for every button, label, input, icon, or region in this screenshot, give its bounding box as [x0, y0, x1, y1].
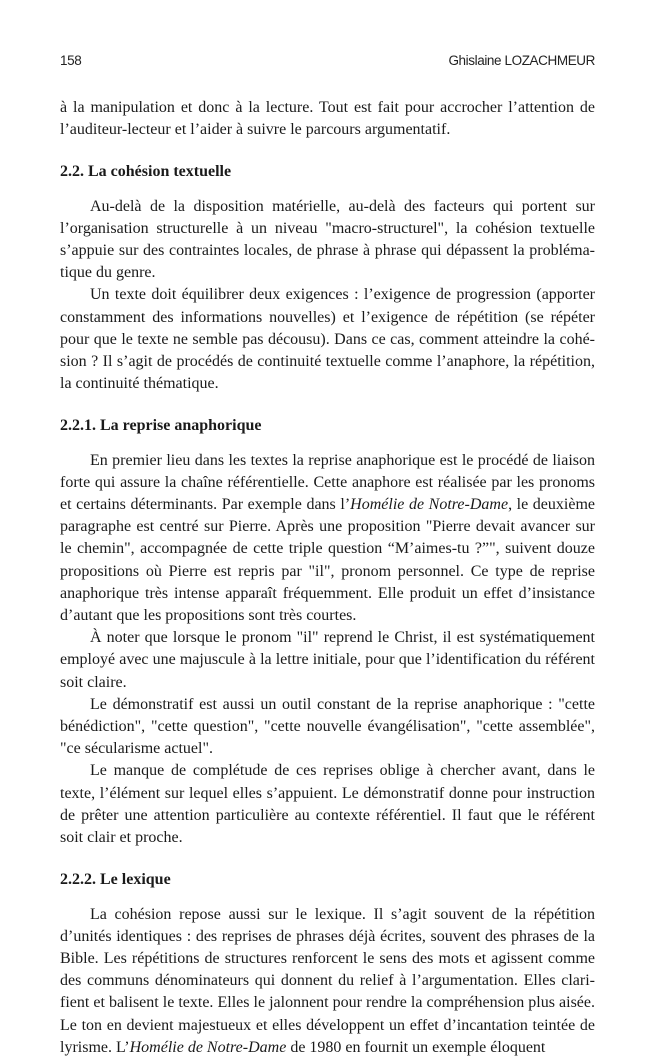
work-title: Homélie de Notre-Dame — [129, 1038, 287, 1056]
section-heading-2-2-2: 2.2.2. Le lexique — [60, 871, 171, 889]
author-name: Ghislaine LOZACHMEUR — [448, 53, 595, 68]
paragraph: Le démonstratif est aussi un outil constant de la reprise anaphorique : "cette bénédiction", "cette question", "cette nouvelle évangélisation", "cette assemblée", "ce sécularisme actuel". — [60, 695, 595, 758]
text-run: de 1980 en fournit un exemple éloquent — [286, 1038, 546, 1056]
text-run: , le deuxième paragraphe est centré sur Pierre. Après une proposition "Pierre devait avancer sur le chemin", accompagnée de cette triple question “M’aimes-tu ?”", suivent douze propositions où Pierre est repris par "il", pronom personnel. Ce type de reprise anaphorique très intense apparaît fréquemment. Elle produit un effet d’insistance d’autant que les propositions sont très courtes. — [60, 496, 596, 625]
spacer — [60, 184, 595, 196]
spacer — [60, 438, 595, 450]
running-head — [60, 53, 595, 68]
section-heading-2-2-1: 2.2.1. La reprise anaphorique — [60, 417, 262, 435]
paragraph — [60, 450, 595, 628]
text-run: En premier lieu dans les textes la reprise anaphorique est le procédé de liaison forte qui assure la chaîne référentielle. Cette anaphore est réalisée par les pronoms et certains déterminants. Par exemple dans l’ — [60, 451, 595, 514]
paragraph: Un texte doit équilibrer deux exigences : l’exigence de progression (apporter constamment des informations nouvelles) et l’exigence de répétition (se répéter pour que le texte ne semble pas décousu). Dans ce cas, comment atteindre la cohé-sion ? Il s’agit de procédés de continuité textuelle comme l’anaphore, la répétition, la continuité thématique. — [60, 286, 595, 393]
text-run: La cohésion repose aussi sur le lexique. Il s’agit souvent de la répétition d’unités identiques : des reprises de phrases déjà écrites, souvent des phrases de la Bible. Les répétitions de structures renforcent le sens des mots et agissent comme des communs dénominateurs qui donnent du relief à l’argumentation. Elles clari-fient et balisent le texte. Elles le jalonnent pour rendre la compréhension plus aisée. Le ton en devient majestueux et elles développent un effet d’incantation teintée de lyrisme. L’ — [60, 905, 595, 1056]
intro-paragraph: à la manipulation et donc à la lecture. Tout est fait pour accrocher l’attention de l’auditeur-lecteur et l’aider à suivre le parcours argumentatif. — [60, 99, 595, 139]
spacer — [60, 395, 595, 415]
work-title: Homélie de Notre-Dame — [350, 496, 509, 514]
paragraph — [60, 904, 595, 1059]
spacer — [60, 141, 595, 161]
body-text — [60, 97, 595, 1059]
paragraph: Au-delà de la disposition matérielle, au-delà des facteurs qui portent sur l’organisation structurelle à un niveau "macro-structurel", la cohésion textuelle s’appuie sur des contraintes locales, de phrase à phrase qui dépassent la probléma-tique du genre. — [60, 197, 595, 282]
page-number: 158 — [60, 53, 82, 68]
paragraph: À noter que lorsque le pronom "il" reprend le Christ, il est systématiquement employé avec une majuscule à la lettre initiale, pour que l’identification du référent soit claire. — [60, 629, 595, 691]
spacer — [60, 849, 595, 869]
spacer — [60, 892, 595, 904]
paragraph: Le manque de complétude de ces reprises oblige à chercher avant, dans le texte, l’élément sur lequel elles s’appuient. Le démonstratif donne pour instruction de prêter une attention particulière au contexte référentiel. Il faut que le référent soit clair et proche. — [60, 762, 595, 847]
section-heading-2-2: 2.2. La cohésion textuelle — [60, 163, 232, 181]
